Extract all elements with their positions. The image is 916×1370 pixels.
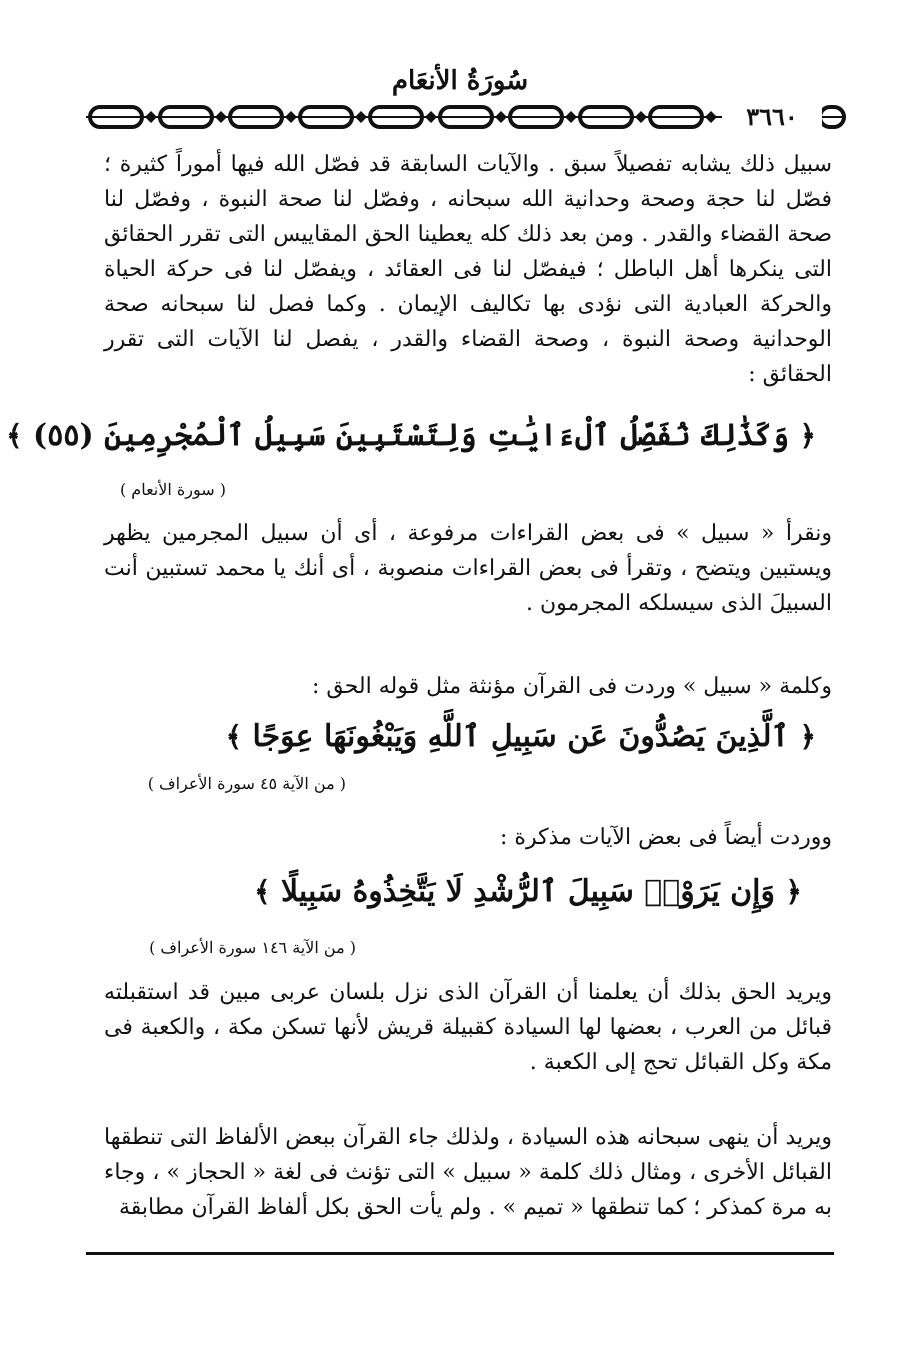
verse-close-bracket: ﴾ — [254, 875, 271, 908]
page-number: ٣٦٦٠ — [722, 100, 822, 134]
verse-text: ٱلَّذِينَ يَصُدُّونَ عَن سَبِيلِ ٱللَّهِ وَيَبْغُونَهَا عِوَجًا — [252, 719, 790, 754]
verse-number: ٥٥ — [47, 418, 80, 453]
paragraph-6: ويريد أن ينهى سبحانه هذه السيادة ، ولذلك جاء القرآن ببعض الألفاظ التى تنطقها القبائل الأخرى ، ومثال ذلك كلمة « سبيل » التى تؤنث فى لغة « الحجاز » ، وجاء به مرة كمذكر ؛ كما تنطقها « تميم » . ولم يأت الحق بكل ألفاظ القرآن مطابقة — [104, 1125, 832, 1220]
running-title: سُورَةُ الأنعَام — [391, 66, 529, 96]
quran-verse-2 — [225, 715, 816, 759]
verse-open-bracket: ﴿ — [799, 419, 816, 452]
paragraph-4: ووردت أيضاً فى بعض الآيات مذكرة : — [500, 825, 832, 850]
verse-text: وَإِن يَرَوْا۟ سَبِيلَ ٱلرُّشْدِ لَا يَتَّخِذُوهُ سَبِيلًا — [280, 874, 775, 909]
verse-citation-3: ( من الآية ١٤٦ سورة الأعراف ) — [149, 938, 356, 957]
verse-citation-2: ( من الآية ٤٥ سورة الأعراف ) — [147, 774, 346, 793]
quran-verse-3 — [240, 870, 816, 914]
paragraph-3: وكلمة « سبيل » وردت فى القرآن مؤنثة مثل قوله الحق : — [311, 674, 832, 699]
verse-citation-1: ( سورة الأنعام ) — [119, 480, 226, 499]
paragraph-5: ويريد الحق بذلك أن يعلمنا أن القرآن الذى نزل بلسان عربى مبين قد استقبلته قبائل من العرب ، بعضها لها السيادة كقبيلة قريش لأنها تسكن مكة ، والكعبة فى مكة وكل القبائل تحج إلى الكعبة . — [104, 980, 832, 1075]
quran-verse-1 — [6, 414, 816, 458]
verse-number-medallion: (٥٥) — [33, 418, 94, 453]
paragraph-1: سبيل ذلك يشابه تفصيلاً سبق . والآيات السابقة قد فصّل الله فيها أموراً كثيرة ؛ فصّل لنا حجة وصحة وحدانية الله سبحانه ، وفصّل لنا صحة النبوة ، وفصّل لنا صحة القضاء والقدر . ومن بعد ذلك كله يعطينا الحق المقاييس التى تقرر الحقائق التى ينكرها أهل الباطل ؛ فيفصّل لنا فى العقائد ، ويفصّل لنا فى حركة الحياة والحركة العبادية التى نؤدى بها تكاليف الإيمان . وكما فصل لنا سبحانه صحة الوحدانية وصحة النبوة ، وصحة القضاء والقدر ، يفصل لنا الآيات التى تقرر الحقائق : — [104, 152, 832, 387]
verse-close-bracket: ﴾ — [6, 419, 23, 452]
verse-text: وَكَذَٰلِكَ نُفَصِّلُ ٱلْءَايَٰتِ وَلِتَسْتَبِينَ سَبِيلُ ٱلْمُجْرِمِينَ — [104, 418, 790, 453]
bottom-rule — [86, 1252, 834, 1255]
verse-open-bracket: ﴿ — [785, 875, 802, 908]
verse-close-bracket: ﴾ — [225, 720, 243, 753]
verse-open-bracket: ﴿ — [799, 720, 816, 753]
paragraph-2: ونقرأ « سبيل » فى بعض القراءات مرفوعة ، أى أن سبيل المجرمين يظهر ويستبين ويتضح ، وتقرأ فى بعض القراءات منصوبة ، أى أنك يا محمد تستبين أنت السبيلَ الذى سيسلكه المجرمون . — [104, 521, 832, 616]
